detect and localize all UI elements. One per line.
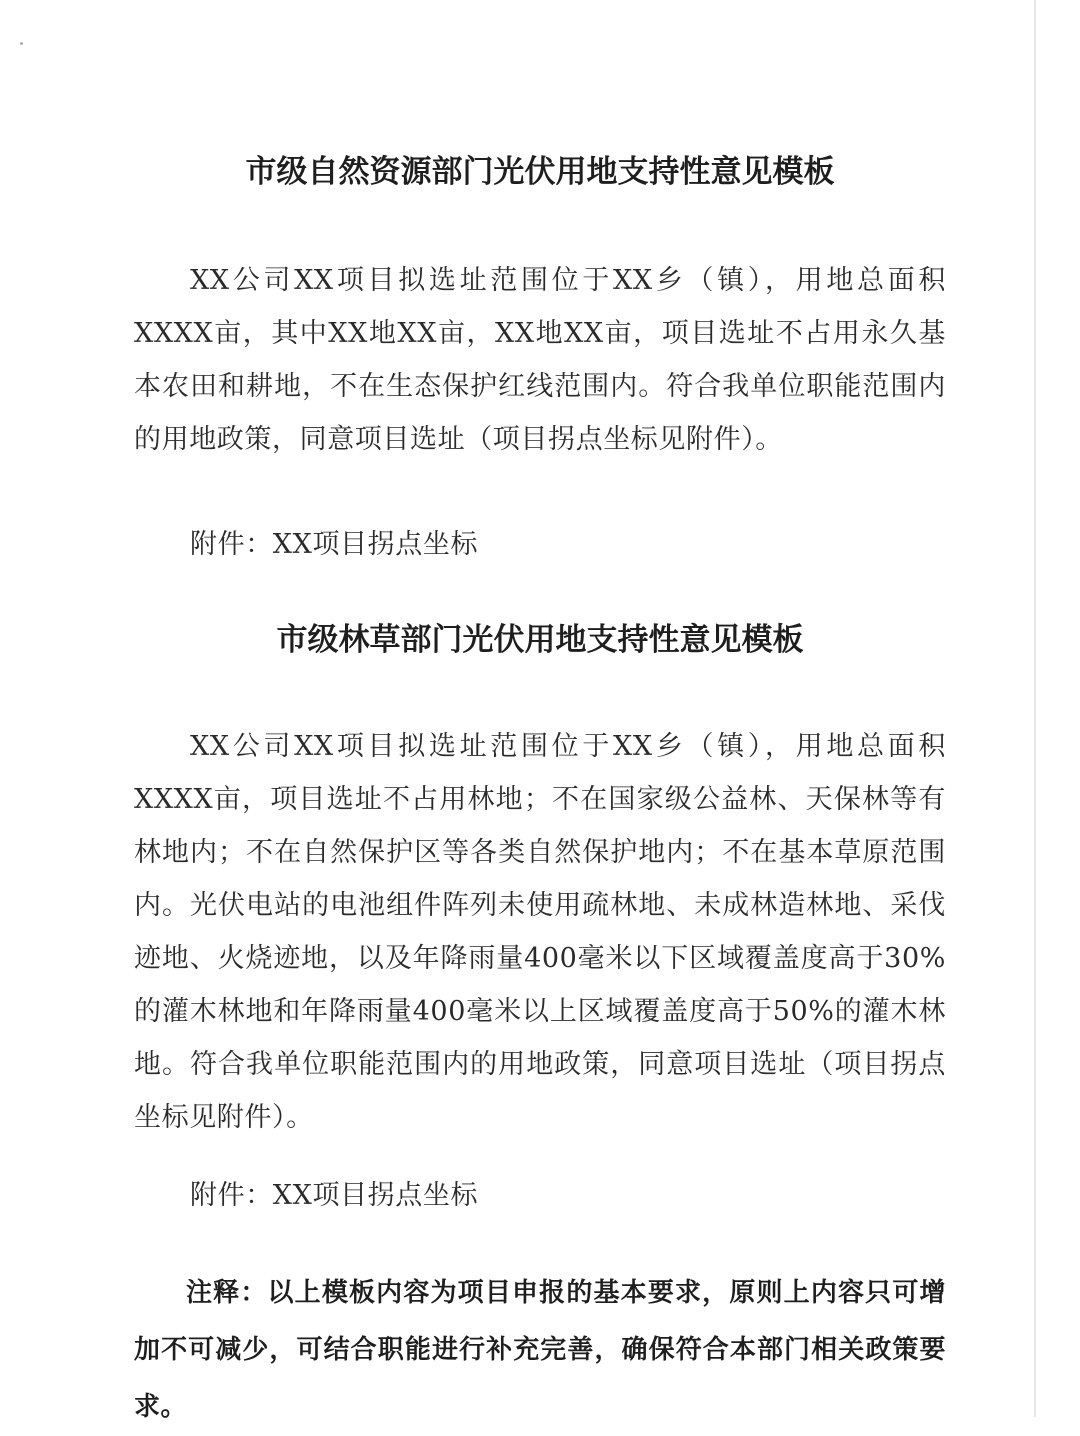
scan-speck: [20, 42, 23, 45]
section1-attachment: 附件：XX项目拐点坐标: [190, 529, 479, 560]
section2-title: 市级林草部门光伏用地支持性意见模板: [276, 622, 804, 658]
section2-attachment: 附件：XX项目拐点坐标: [190, 1180, 479, 1211]
section2-body: XX公司XX项目拟选址范围位于XX乡（镇），用地总面积XXXX亩，项目选址不占用林地；不在国家级公益林、天保林等有林地内；不在自然保护区等各类自然保护地内；不在基本草原范围内。光伏电站的电池组件阵列未使用疏林地、未成林造林地、采伐迹地、火烧迹地，以及年降雨量400毫米以下区域覆盖度高于30%的灌木林地和年降雨量400毫米以上区域覆盖度高于50%的灌木林地。符合我单位职能范围内的用地政策，同意项目选址（项目拐点坐标见附件）。: [134, 731, 946, 1133]
note-paragraph: 注释：以上模板内容为项目申报的基本要求，原则上内容只可增加不可减少，可结合职能进行补充完善，确保符合本部门相关政策要求。: [134, 1278, 946, 1422]
section1-title: 市级自然资源部门光伏用地支持性意见模板: [245, 154, 835, 190]
page-edge-shadow: [1034, 0, 1036, 1417]
section1-body: XX公司XX项目拟选址范围位于XX乡（镇），用地总面积XXXX亩，其中XX地XX亩，XX地XX亩，项目选址不占用永久基本农田和耕地，不在生态保护红线范围内。符合我单位职能范围内的用地政策，同意项目选址（项目拐点坐标见附件）。: [134, 265, 946, 455]
